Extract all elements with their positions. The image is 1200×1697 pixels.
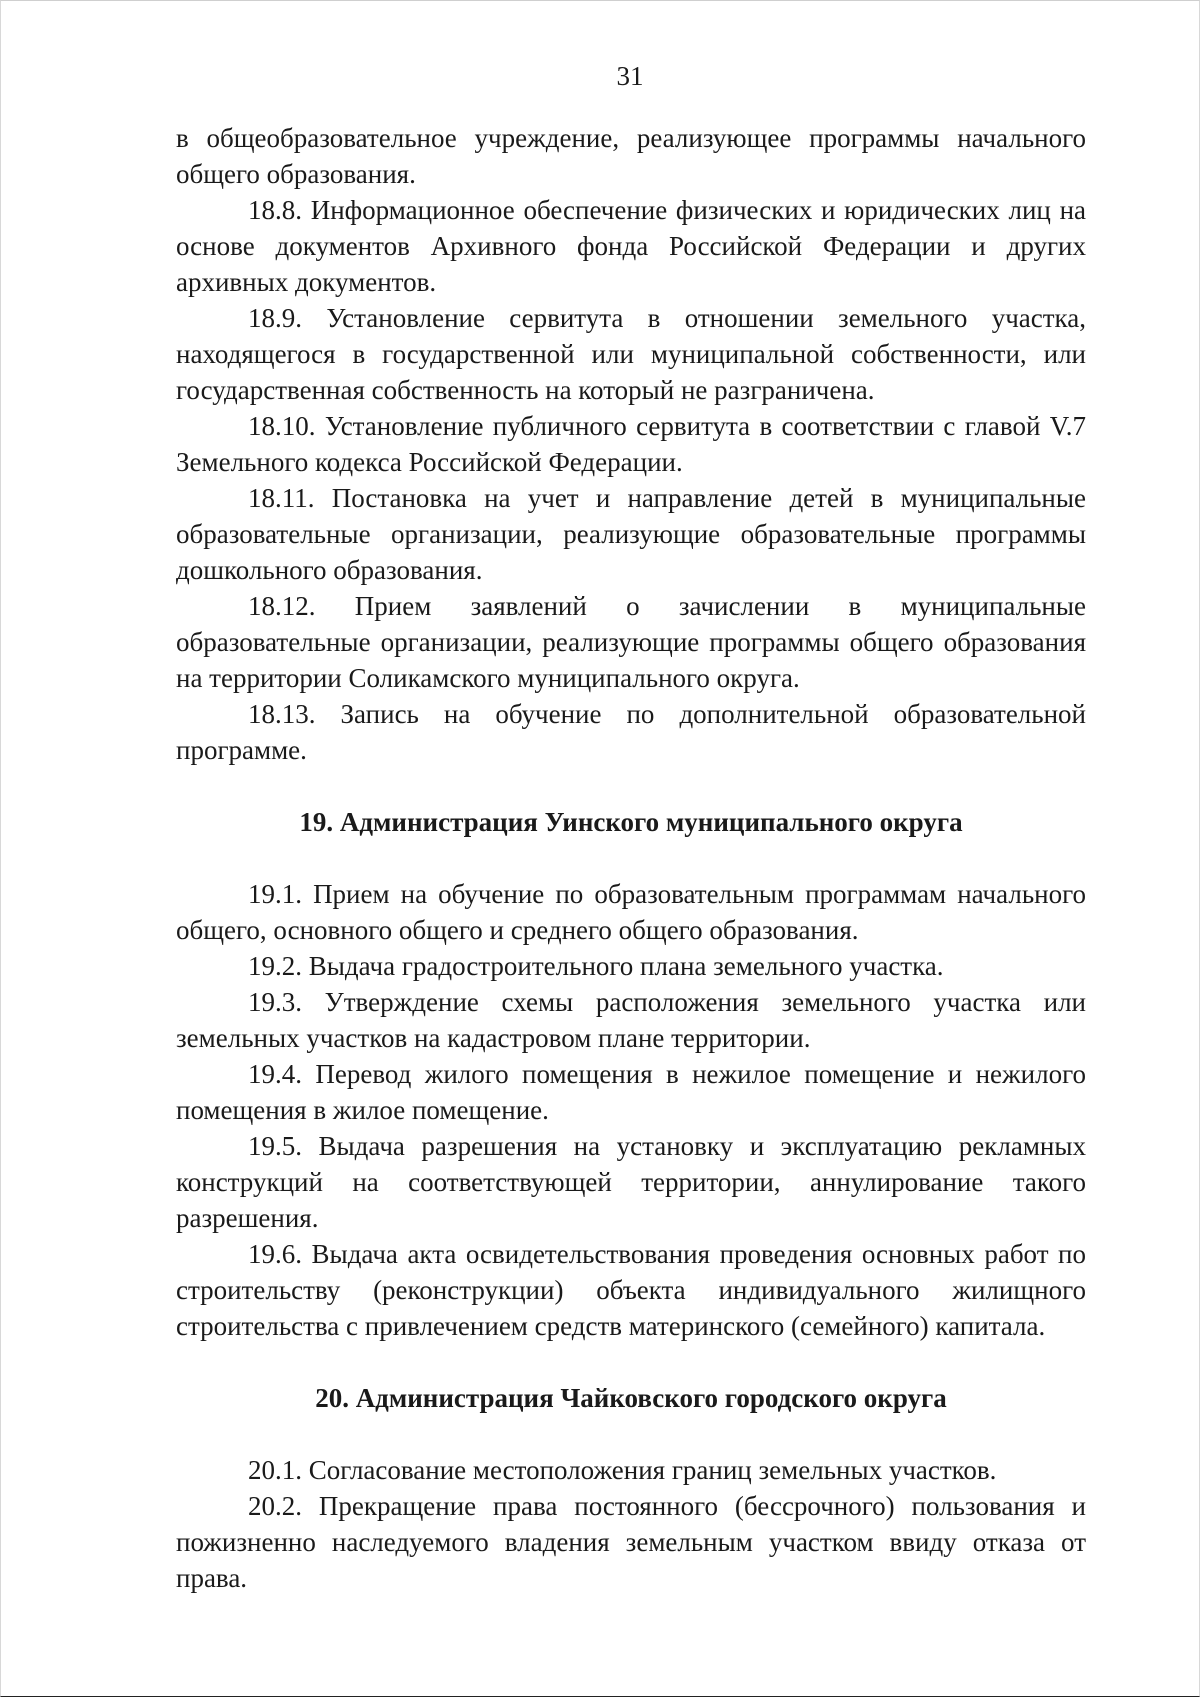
document-body	[176, 120, 1086, 1596]
item-19-5: 19.5. Выдача разрешения на установку и эксплуатацию рекламных конструкций на соответствующей территории, аннулирование такого разрешения.	[176, 1131, 1086, 1233]
item-20-1: 20.1. Согласование местоположения границ земельных участков.	[248, 1455, 997, 1485]
item-18-11: 18.11. Постановка на учет и направление детей в муниципальные образовательные организации, реализующие образовательные программы дошкольного образования.	[176, 483, 1086, 585]
item-19-1: 19.1. Прием на обучение по образовательным программам начального общего, основного общего и среднего общего образования.	[176, 879, 1086, 945]
section-20-heading: 20. Администрация Чайковского городского округа	[315, 1383, 947, 1413]
item-18-10: 18.10. Установление публичного сервитута в соответствии с главой V.7 Земельного кодекса Российской Федерации.	[176, 411, 1086, 477]
intro-paragraph: в общеобразовательное учреждение, реализующее программы начального общего образования.	[176, 123, 1086, 189]
item-18-9: 18.9. Установление сервитута в отношении земельного участка, находящегося в государственной или муниципальной собственности, или государственная собственность на который не разграничена.	[176, 303, 1086, 405]
item-19-3: 19.3. Утверждение схемы расположения земельного участка или земельных участков на кадастровом плане территории.	[176, 987, 1086, 1053]
item-18-8: 18.8. Информационное обеспечение физических и юридических лиц на основе документов Архивного фонда Российской Федерации и других архивных документов.	[176, 195, 1086, 297]
page-number: 31	[616, 61, 644, 91]
item-19-2: 19.2. Выдача градостроительного плана земельного участка.	[248, 951, 944, 981]
item-19-6: 19.6. Выдача акта освидетельствования проведения основных работ по строительству (реконструкции) объекта индивидуального жилищного строительства с привлечением средств материнского (семейного) капитала.	[176, 1239, 1086, 1341]
section-19-heading: 19. Администрация Уинского муниципального округа	[299, 807, 963, 837]
item-20-2: 20.2. Прекращение права постоянного (бессрочного) пользования и пожизненно наследуемого владения земельным участком ввиду отказа от права.	[176, 1491, 1086, 1593]
item-18-13: 18.13. Запись на обучение по дополнительной образовательной программе.	[176, 699, 1086, 765]
item-18-12: 18.12. Прием заявлений о зачислении в муниципальные образовательные организации, реализующие программы общего образования на территории Соликамского муниципального округа.	[176, 591, 1086, 693]
item-19-4: 19.4. Перевод жилого помещения в нежилое помещение и нежилого помещения в жилое помещение.	[176, 1059, 1086, 1125]
